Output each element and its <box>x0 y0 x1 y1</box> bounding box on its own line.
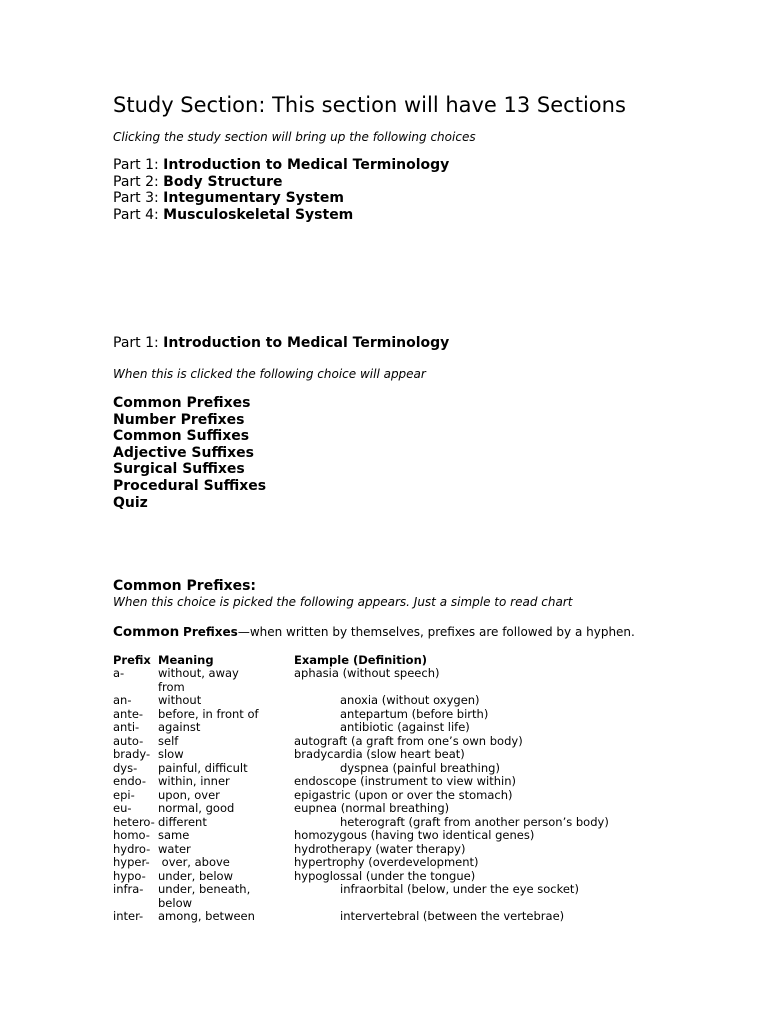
example-cell: heterograft (graft from another person’s body) <box>340 814 609 829</box>
choice-list <box>113 395 266 511</box>
meaning-cell: before, in front of <box>158 706 259 721</box>
part-item-1[interactable]: Part 1: Introduction to Medical Terminology <box>113 157 450 173</box>
part-item-2[interactable]: Part 2: Body Structure <box>113 173 283 190</box>
meaning-cell: painful, difficult <box>158 760 248 775</box>
prefix-cell: hydro- <box>113 841 151 856</box>
choice-quiz[interactable]: Quiz <box>113 494 148 511</box>
prefix-cell: brady- <box>113 747 151 761</box>
meaning-cell: among, between <box>158 909 255 923</box>
example-cell: homozygous (having two identical genes) <box>294 828 535 842</box>
prefix-cell: ante- <box>113 706 144 721</box>
example-cell: bradycardia (slow heart beat) <box>294 747 465 761</box>
common-prefixes-note: When this choice is picked the following appears. Just a simple to read chart <box>113 595 573 609</box>
part-item-3[interactable]: Part 3: Integumentary System <box>113 190 344 206</box>
meaning-cell: from <box>158 679 185 694</box>
prefix-cell: endo- <box>113 774 147 788</box>
meaning-cell: within, inner <box>158 774 230 788</box>
meaning-cell: upon, over <box>158 787 220 802</box>
meaning-cell: below <box>158 895 193 910</box>
example-cell: infraorbital (below, under the eye socket) <box>340 882 579 896</box>
meaning-cell: same <box>158 828 190 842</box>
prefix-cell: epi- <box>113 787 135 802</box>
meaning-cell: against <box>158 720 201 734</box>
prefix-cell: dys- <box>113 760 138 775</box>
meaning-cell: under, below <box>158 868 234 883</box>
part-list <box>113 157 449 223</box>
column-header-meaning: Meaning <box>158 653 214 667</box>
prefix-cell: auto- <box>113 733 144 748</box>
example-cell: endoscope (instrument to view within) <box>294 774 517 788</box>
prefix-cell: inter- <box>113 909 144 923</box>
prefix-cell: hetero- <box>113 814 155 829</box>
example-cell: epigastric (upon or over the stomach) <box>294 787 513 802</box>
meaning-cell: under, beneath, <box>158 882 251 896</box>
prefix-cell: hypo- <box>113 868 146 883</box>
example-cell: dyspnea (painful breathing) <box>340 760 500 775</box>
example-cell: autograft (a graft from one’s own body) <box>294 733 523 748</box>
choice-common-prefixes[interactable]: Common Prefixes <box>113 395 251 411</box>
column-header-prefix: Prefix <box>113 653 151 667</box>
common-prefixes-intro: Common Prefixes—when written by themselves, prefixes are followed by a hyphen. <box>113 624 635 640</box>
meaning-cell: without <box>158 693 202 707</box>
part-item-4[interactable]: Part 4: Musculoskeletal System <box>113 206 354 223</box>
example-cell: hydrotherapy (water therapy) <box>294 841 466 856</box>
choice-common-suffixes[interactable]: Common Suffixes <box>113 428 250 445</box>
prefix-cell: a- <box>113 666 125 680</box>
column-header-example: Example (Definition) <box>294 653 428 667</box>
meaning-cell: different <box>158 814 207 829</box>
meaning-cell: slow <box>158 747 184 761</box>
example-cell: antibiotic (against life) <box>340 720 470 734</box>
page-title: Study Section: This section will have 13 Sections <box>113 93 626 117</box>
prefix-cell: eu- <box>113 801 132 815</box>
choice-number-prefixes[interactable]: Number Prefixes <box>113 411 245 428</box>
prefix-cell: hyper- <box>113 855 150 869</box>
example-cell: hypoglossal (under the tongue) <box>294 868 476 883</box>
choice-surgical-suffixes[interactable]: Surgical Suffixes <box>113 461 245 478</box>
choice-procedural-suffixes[interactable]: Procedural Suffixes <box>113 477 267 494</box>
choice-adjective-suffixes[interactable]: Adjective Suffixes <box>113 444 254 461</box>
meaning-cell: self <box>158 733 179 748</box>
example-cell: hypertrophy (overdevelopment) <box>294 855 479 869</box>
meaning-cell: over, above <box>158 855 230 869</box>
page-subtitle: Clicking the study section will bring up the following choices <box>113 130 476 144</box>
meaning-cell: normal, good <box>158 801 235 815</box>
part1-heading: Part 1: Introduction to Medical Terminology <box>113 335 450 351</box>
prefix-cell: infra- <box>113 882 144 896</box>
example-cell: intervertebral (between the vertebrae) <box>340 909 565 923</box>
example-cell: antepartum (before birth) <box>340 706 489 721</box>
example-cell: aphasia (without speech) <box>294 666 440 680</box>
part1-note: When this is clicked the following choice will appear <box>113 367 426 381</box>
example-cell: eupnea (normal breathing) <box>294 801 450 815</box>
meaning-cell: without, away <box>158 666 239 680</box>
meaning-cell: water <box>158 841 191 856</box>
prefix-cell: homo- <box>113 828 150 842</box>
common-prefixes-heading: Common Prefixes: <box>113 578 257 594</box>
example-cell: anoxia (without oxygen) <box>340 693 480 707</box>
prefix-cell: anti- <box>113 720 140 734</box>
prefix-cell: an- <box>113 693 132 707</box>
